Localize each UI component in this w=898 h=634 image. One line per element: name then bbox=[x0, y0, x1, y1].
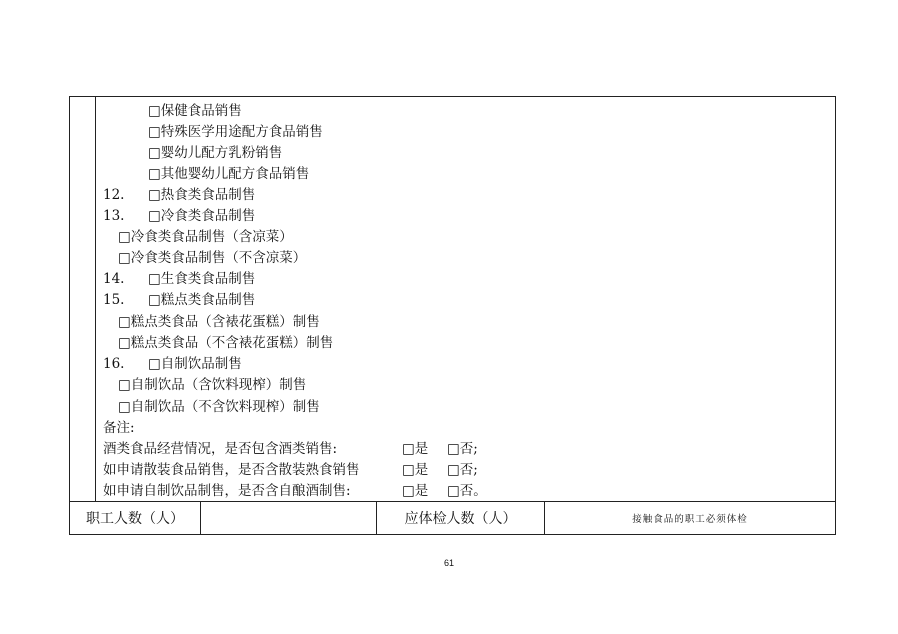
item-cold-with: □冷食类食品制售（含凉菜） bbox=[118, 229, 293, 245]
staff-count-label: 职工人数（人） bbox=[70, 502, 201, 534]
page-number: 61 bbox=[443, 558, 454, 568]
remark-question-alcohol: 酒类食品经营情况，是否包含酒类销售: bbox=[103, 441, 338, 457]
item-hot-food: □热食类食品制售 bbox=[148, 187, 256, 203]
staff-count-field[interactable] bbox=[201, 502, 377, 534]
license-form-table bbox=[69, 96, 836, 535]
item-pastry-with: □糕点类食品（含裱花蛋糕）制售 bbox=[118, 314, 320, 330]
staff-count-row bbox=[70, 502, 835, 534]
bulk-deli-no-checkbox[interactable]: □否; bbox=[447, 462, 478, 478]
item-number-14: 14. bbox=[103, 271, 125, 287]
homebrew-no-checkbox[interactable]: □否。 bbox=[447, 483, 487, 499]
item-health-food: □保健食品销售 bbox=[148, 103, 242, 119]
item-special-medical: □特殊医学用途配方食品销售 bbox=[148, 124, 323, 140]
remarks-label: 备注: bbox=[103, 420, 135, 436]
item-drinks-with: □自制饮品（含饮料现榨）制售 bbox=[118, 377, 307, 393]
item-number-12: 12. bbox=[103, 187, 125, 203]
item-number-15: 15. bbox=[103, 292, 125, 308]
item-pastry: □糕点类食品制售 bbox=[148, 292, 256, 308]
item-raw-food: □生食类食品制售 bbox=[148, 271, 256, 287]
business-items-section bbox=[70, 97, 835, 502]
item-other-infant: □其他婴幼儿配方食品销售 bbox=[148, 166, 310, 182]
item-cold-without: □冷食类食品制售（不含凉菜） bbox=[118, 250, 307, 266]
bulk-deli-yes-checkbox[interactable]: □是 bbox=[402, 462, 429, 478]
homebrew-yes-checkbox[interactable]: □是 bbox=[402, 483, 429, 499]
remark-question-homebrew: 如申请自制饮品制售，是否含自酿酒制售: bbox=[103, 483, 351, 499]
left-margin-column bbox=[70, 97, 96, 502]
item-drinks-without: □自制饮品（不含饮料现榨）制售 bbox=[118, 399, 320, 415]
item-cold-food: □冷食类食品制售 bbox=[148, 208, 256, 224]
remark-question-bulk-deli: 如申请散装食品销售，是否含散装熟食销售 bbox=[103, 462, 360, 478]
item-pastry-without: □糕点类食品（不含裱花蛋糕）制售 bbox=[118, 335, 334, 351]
item-number-16: 16. bbox=[103, 356, 125, 372]
exam-count-label: 应体检人数（人） bbox=[377, 502, 545, 534]
alcohol-yes-checkbox[interactable]: □是 bbox=[402, 441, 429, 457]
item-number-13: 13. bbox=[103, 208, 125, 224]
item-drinks: □自制饮品制售 bbox=[148, 356, 242, 372]
exam-count-field[interactable]: 接触食品的职工必须体检 bbox=[632, 514, 748, 525]
alcohol-no-checkbox[interactable]: □否; bbox=[447, 441, 478, 457]
item-infant-formula: □婴幼儿配方乳粉销售 bbox=[148, 145, 283, 161]
